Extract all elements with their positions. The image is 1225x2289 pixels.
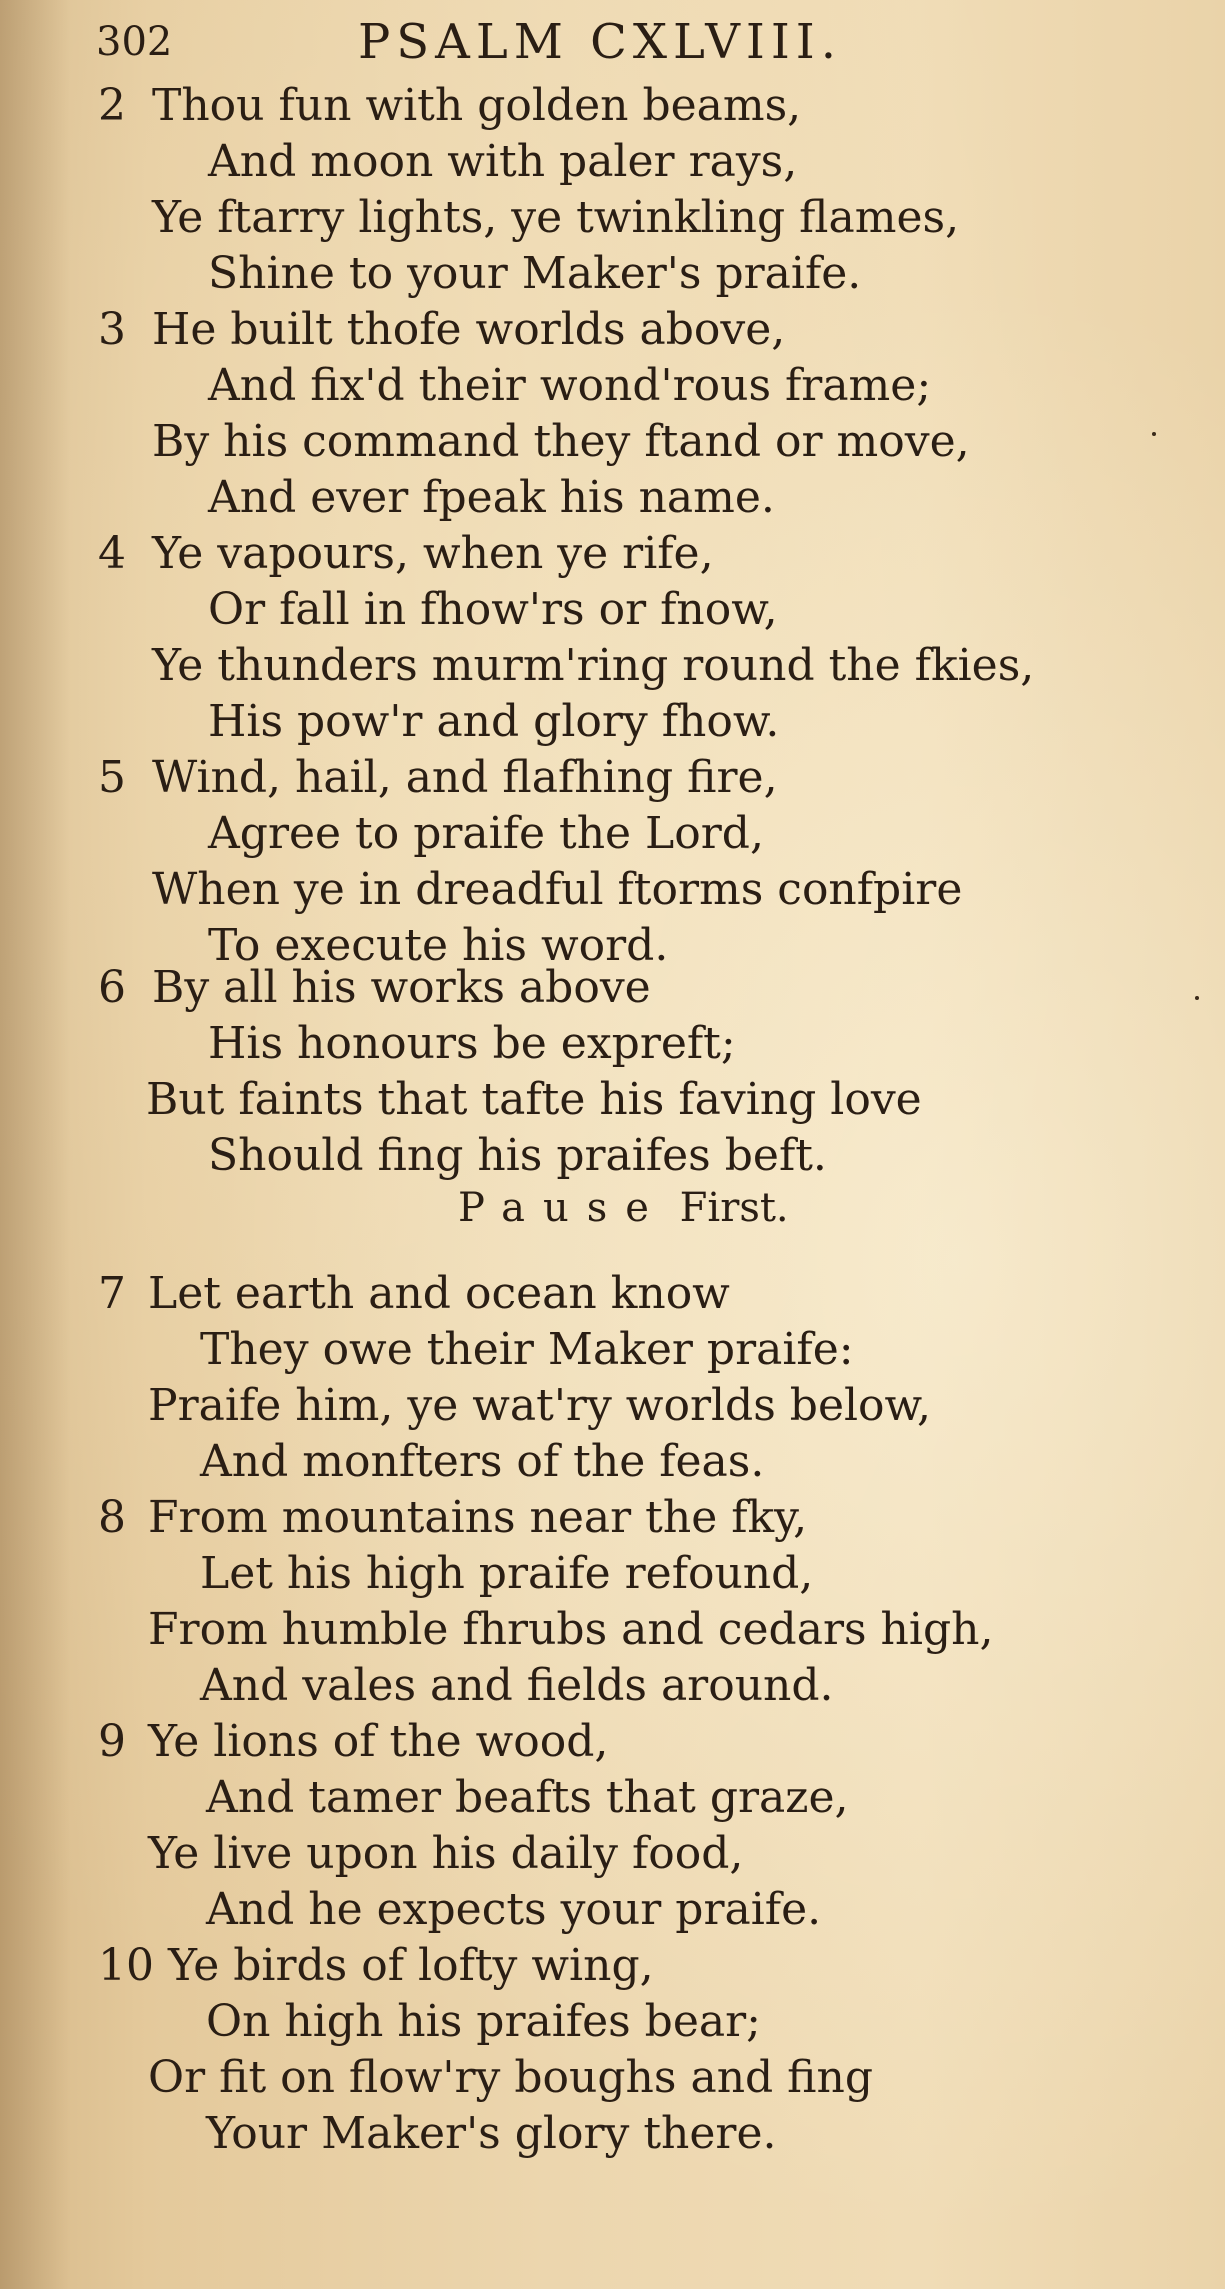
ink-speck bbox=[1152, 432, 1156, 436]
verse-line: He built thofe worlds above, bbox=[152, 304, 786, 355]
verse-line: And ever fpeak his name. bbox=[208, 472, 775, 523]
verse-line: From humble fhrubs and cedars high, bbox=[148, 1604, 994, 1655]
verse-line: And vales and fields around. bbox=[200, 1660, 834, 1711]
verse-line: His honours be expreft; bbox=[208, 1018, 736, 1069]
stanza-number: 3 bbox=[98, 304, 126, 355]
verse-line: Ye live upon his daily food, bbox=[148, 1828, 744, 1879]
verse-line: Or fall in fhow'rs or fnow, bbox=[208, 584, 778, 635]
verse-line: Let his high praife refound, bbox=[200, 1548, 814, 1599]
verse-line: But faints that tafte his faving love bbox=[146, 1074, 922, 1125]
verse-line: By all his works above bbox=[152, 962, 651, 1013]
verse-line: Ye vapours, when ye rife, bbox=[152, 528, 714, 579]
verse-line: From mountains near the fky, bbox=[148, 1492, 808, 1543]
stanza-number: 4 bbox=[98, 528, 126, 579]
verse-line: Your Maker's glory there. bbox=[206, 2108, 777, 2159]
verse-line: To execute his word. bbox=[208, 920, 669, 971]
verse-line: And moon with paler rays, bbox=[208, 136, 798, 187]
verse-line: Agree to praife the Lord, bbox=[208, 808, 764, 859]
spine-shadow bbox=[0, 0, 70, 2289]
verse-line: When ye in dreadful ftorms confpire bbox=[152, 864, 963, 915]
verse-line: On high his praifes bear; bbox=[206, 1996, 761, 2047]
verse-line: Ye ftarry lights, ye twinkling flames, bbox=[152, 192, 960, 243]
verse-line: Should fing his praifes beft. bbox=[208, 1130, 827, 1181]
verse-line: Praife him, ye wat'ry worlds below, bbox=[148, 1380, 931, 1431]
verse-line: Wind, hail, and flafhing fire, bbox=[152, 752, 778, 803]
stanza-number: 9 bbox=[98, 1716, 126, 1767]
verse-line: His pow'r and glory fhow. bbox=[208, 696, 780, 747]
page-title: PSALM CXLVIII. bbox=[358, 14, 843, 70]
pause-ordinal: First. bbox=[679, 1185, 789, 1231]
verse-line: Ye thunders murm'ring round the fkies, bbox=[152, 640, 1035, 691]
stanza-number: 10 bbox=[98, 1940, 154, 1991]
verse-line: And monfters of the feas. bbox=[200, 1436, 765, 1487]
verse-line: Or fit on flow'ry boughs and fing bbox=[148, 2052, 874, 2103]
stanza-number: 5 bbox=[98, 752, 126, 803]
pause-word: Pause bbox=[458, 1185, 667, 1231]
page-number: 302 bbox=[96, 19, 173, 65]
page-header bbox=[96, 12, 976, 72]
verse-line: Thou fun with golden beams, bbox=[152, 80, 802, 131]
stanza-number: 6 bbox=[98, 962, 126, 1013]
verse-line: And he expects your praife. bbox=[206, 1884, 822, 1935]
verse-line: And tamer beafts that graze, bbox=[206, 1772, 849, 1823]
ink-speck bbox=[1195, 996, 1199, 1000]
verse-line: And fix'd their wond'rous frame; bbox=[208, 360, 932, 411]
pause-heading bbox=[458, 1180, 789, 1236]
verse-line: Shine to your Maker's praife. bbox=[208, 248, 862, 299]
verse-line: Ye birds of lofty wing, bbox=[168, 1940, 654, 1991]
verse-line: Let earth and ocean know bbox=[148, 1268, 730, 1319]
stanza-number: 7 bbox=[98, 1268, 126, 1319]
verse-line: They owe their Maker praife: bbox=[200, 1324, 854, 1375]
stanza-number: 2 bbox=[98, 80, 126, 131]
verse-line: By his command they ftand or move, bbox=[152, 416, 970, 467]
verse-line: Ye lions of the wood, bbox=[148, 1716, 609, 1767]
stanza-number: 8 bbox=[98, 1492, 126, 1543]
